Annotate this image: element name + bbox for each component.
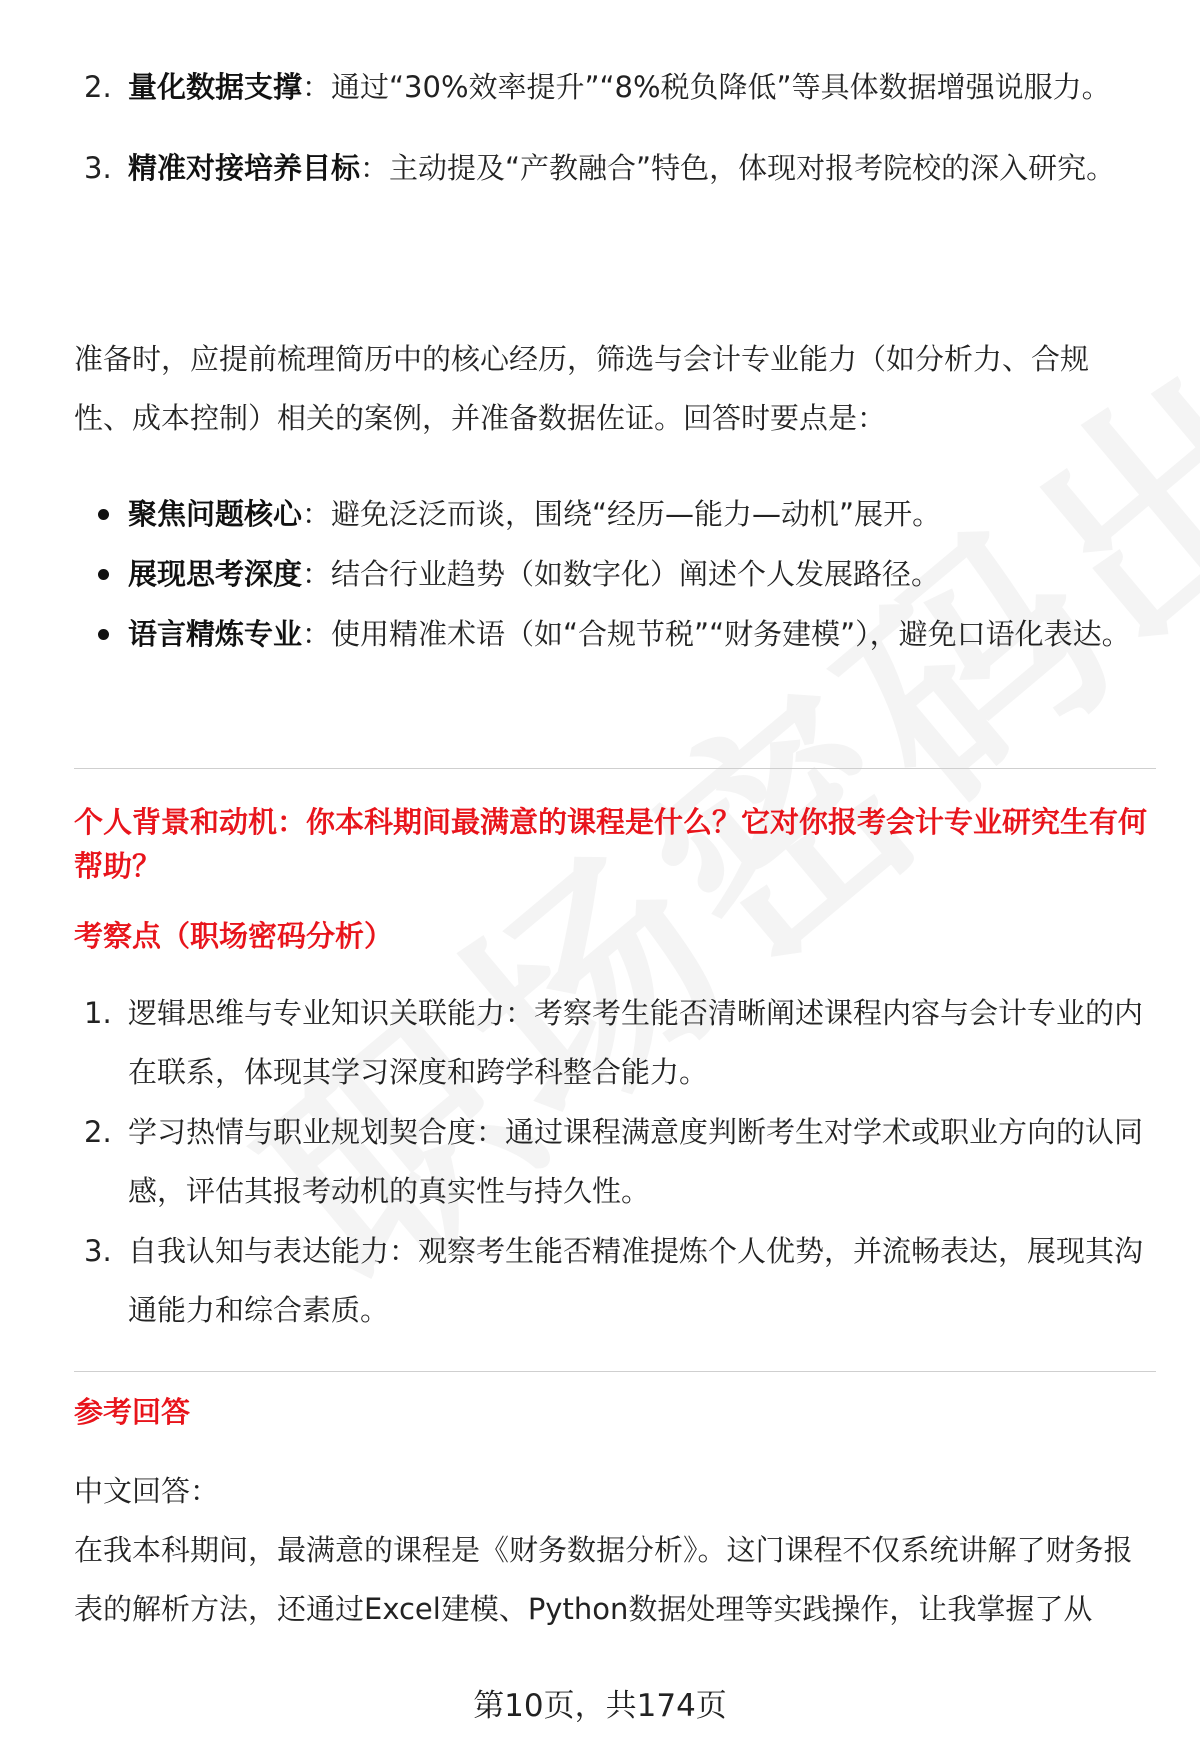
list-item-bold: 量化数据支撑 — [128, 70, 303, 104]
bullet-item — [74, 544, 1156, 604]
answer-heading: 参考回答 — [74, 1395, 191, 1429]
bullet-bold: 语言精炼专业 — [128, 617, 303, 651]
exam-points-heading: 考察点（职场密码分析） — [74, 919, 394, 953]
list-number: 1. — [84, 996, 112, 1030]
list-item — [74, 139, 1156, 198]
list-item-bold: 精准对接培养目标 — [128, 151, 361, 185]
question-heading: 个人背景和动机：你本科期间最满意的课程是什么？它对你报考会计专业研究生有何帮助？ — [74, 805, 1148, 883]
list-item-text: ：主动提及“产教融合”特色，体现对报考院校的深入研究。 — [360, 151, 1116, 185]
bullet-text: ：结合行业趋势（如数字化）阐述个人发展路径。 — [302, 557, 941, 591]
bullet-item — [74, 604, 1156, 664]
divider — [74, 1371, 1156, 1372]
bullet-bold: 展现思考深度 — [128, 557, 303, 591]
list-item — [74, 984, 1156, 1102]
list-item — [74, 1222, 1156, 1340]
list-number: 2. — [84, 1115, 112, 1149]
list-number: 3. — [84, 1234, 112, 1268]
list-item-text: 学习热情与职业规划契合度：通过课程满意度判断考生对学术或职业方向的认同感，评估其报考动机的真实性与持久性。 — [128, 1115, 1144, 1208]
page-footer: 第10页，共174页 — [473, 1688, 727, 1724]
list-item — [74, 1103, 1156, 1221]
bullet-text: ：避免泛泛而谈，围绕“经历—能力—动机”展开。 — [302, 497, 942, 531]
bullet-list — [74, 484, 1156, 664]
prep-paragraph: 准备时，应提前梳理简历中的核心经历，筛选与会计专业能力（如分析力、合规性、成本控制）相关的案例，并准备数据佐证。回答时要点是： — [74, 342, 1090, 435]
list-item — [74, 58, 1156, 117]
ordered-list-top — [74, 58, 1156, 198]
list-item-text: ：通过“30%效率提升”“8%税负降低”等具体数据增强说服力。 — [302, 70, 1111, 104]
bullet-dot — [98, 569, 109, 580]
bullet-bold: 聚焦问题核心 — [128, 497, 303, 531]
list-item-text: 逻辑思维与专业知识关联能力：考察考生能否清晰阐述课程内容与会计专业的内在联系，体现其学习深度和跨学科整合能力。 — [128, 996, 1144, 1089]
list-number: 2. — [84, 70, 112, 104]
bullet-dot — [98, 509, 109, 520]
list-number: 3. — [84, 151, 112, 185]
answer-label: 中文回答： — [74, 1474, 220, 1508]
list-item-text: 自我认知与表达能力：观察考生能否精准提炼个人优势，并流畅表达，展现其沟通能力和综合素质。 — [128, 1234, 1144, 1327]
answer-text: 在我本科期间，最满意的课程是《财务数据分析》。这门课程不仅系统讲解了财务报表的解析方法，还通过Excel建模、Python数据处理等实践操作，让我掌握了从 — [74, 1533, 1133, 1626]
bullet-dot — [98, 629, 109, 640]
bullet-item — [74, 484, 1156, 544]
divider — [74, 768, 1156, 769]
ordered-list-exam — [74, 984, 1156, 1340]
bullet-text: ：使用精准术语（如“合规节税”“财务建模”），避免口语化表达。 — [302, 617, 1131, 651]
